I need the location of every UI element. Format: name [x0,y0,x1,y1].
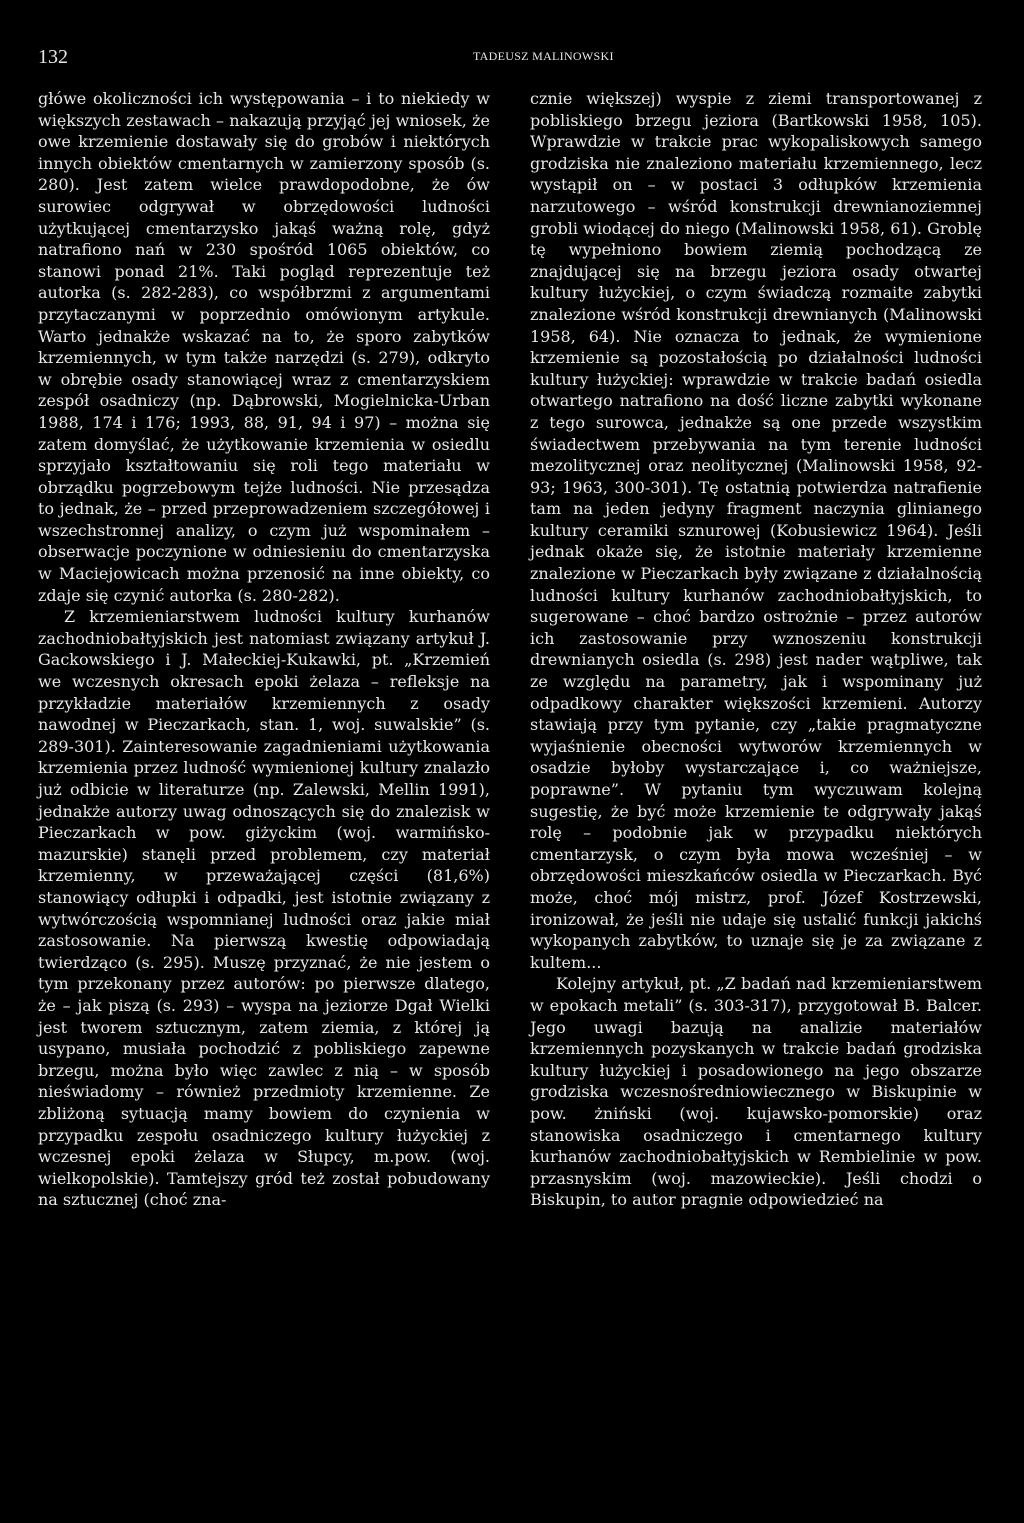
page-header [38,46,986,70]
paragraph: cznie większej) wyspie z ziemi transportowanej z pobliskiego brzegu jeziora (Bartkowski 1958, 105). Wprawdzie w trakcie prac wykopaliskowych samego grodziska nie znaleziono materiału krzemiennego, lecz wystąpił on – w postaci 3 odłupków krzemienia narzutowego – wśród konstrukcji drewnianoziemnej grobli wiodącej do niego (Malinowski 1958, 61). Groblę tę wypełniono bowiem ziemią pochodzącą ze znajdującej się na brzegu jeziora osady otwartej kultury łużyckiej, o czym świadczą rozmaite zabytki znalezione wśród konstrukcji drewnianych (Malinowski 1958, 64). Nie oznacza to jednak, że wymienione krzemienie są pozostałością po działalności ludności kultury łużyckiej: wprawdzie w trakcie badań osiedla otwartego natrafiono na dość liczne zabytki wykonane z tego surowca, jednakże są one przede wszystkim świadectwem przebywania na tym terenie ludności mezolitycznej oraz neolitycznej (Malinowski 1958, 92-93; 1963, 300-301). Tę ostatnią potwierdza natrafienie tam na jeden jedyny fragment naczynia glinianego kultury ceramiki sznurowej (Kobusiewicz 1964). Jeśli jednak okaże się, że istotnie materiały krzemienne znalezione w Pieczarkach były związane z działalnością ludności kultury kurhanów zachodniobałtyjskich, to sugerowane – choć bardzo ostrożnie – przez autorów ich zastosowanie przy wznoszeniu konstrukcji drewnianych osiedla (s. 298) jest nader wątpliwe, tak ze względu na parametry, jak i wspominany już odpadkowy charakter większości krzemieni. Autorzy stawiają przy tym pytanie, czy „takie pragmatyczne wyjaśnienie obecności wytworów krzemiennych w osadzie byłoby wystarczające i, co ważniejsze, poprawne”. W pytaniu tym wyczuwam kolejną sugestię, że być może krzemienie te odgrywały jakąś rolę – podobnie jak w przypadku niektórych cmentarzysk, o czym była mowa wcześniej – w obrzędowości mieszkańców osiedla w Pieczarkach. Być może, choć mój mistrz, prof. Józef Kostrzewski, ironizował, że jeśli nie udaje się ustalić funkcji jakichś wykopanych zabytków, to uznaje się je za związane z kultem... [530,89,982,972]
running-head: TADEUSZ MALINOWSKI [473,49,614,63]
left-column [38,88,490,1211]
paragraph: Z krzemieniarstwem ludności kultury kurhanów zachodniobałtyjskich jest natomiast związany artykuł J. Gackowskiego i J. Małeckiej-Kukawki, pt. „Krzemień we wczesnych okresach epoki żelaza – refleksje na przykładzie materiałów krzemiennych z osady nawodnej w Pieczarkach, stan. 1, woj. suwalskie” (s. 289-301). Zainteresowanie zagadnieniami użytkowania krzemienia przez ludność wymienionej kultury znalazło już odbicie w literaturze (np. Zalewski, Mellin 1991), jednakże autorzy uwag odnoszących się do znalezisk w Pieczarkach w pow. giżyckim (woj. warmińsko-mazurskie) stanęli przed problemem, czy materiał krzemienny, w przeważającej części (81,6%) stanowiący odłupki i odpadki, jest istotnie związany z wytwórczością wspomnianej ludności oraz jakie miał zastosowanie. Na pierwszą kwestię odpowiadają twierdząco (s. 295). Muszę przyznać, że nie jestem o tym przekonany przez autorów: po pierwsze dlatego, że – jak piszą (s. 293) – wyspa na jeziorze Dgał Wielki jest tworem sztucznym, zatem ziemia, z której ją usypano, musiała pochodzić z pobliskiego zapewne brzegu, można było więc zawlec z nią – w sposób nieświadomy – również przedmioty krzemienne. Ze zbliżoną sytuacją mamy bowiem do czynienia w przypadku zespołu osadniczego kultury łużyckiej z wczesnej epoki żelaza w Słupcy, m.pow. (woj. wielkopolskie). Tamtejszy gród też został pobudowany na sztucznej (choć zna- [38,607,490,1210]
paragraph: Kolejny artykuł, pt. „Z badań nad krzemieniarstwem w epokach metali” (s. 303-317), przygotował B. Balcer. Jego uwagi bazują na analizie materiałów krzemiennych pozyskanych w trakcie badań grodziska kultury łużyckiej i posadowionego na jego obszarze grodziska wczesnośredniowiecznego w Biskupinie w pow. żniński (woj. kujawsko-pomorskie) oraz stanowiska osadniczego i cmentarnego kultury kurhanów zachodniobałtyjskich w Rembielinie w pow. przasnyskim (woj. mazowieckie). Jeśli chodzi o Biskupin, to autor pragnie odpowiedzieć na [530,974,982,1210]
paragraph: główe okoliczności ich występowania – i to niekiedy w większych zestawach – nakazują przyjąć jej wniosek, że owe krzemienie dostawały się do grobów i niektórych innych obiektów cmentarnych w zamierzony sposób (s. 280). Jest zatem wielce prawdopodobne, że ów surowiec odgrywał w obrzędowości ludności użytkującej cmentarzysko jakąś ważną rolę, gdyż natrafiono nań w 230 spośród 1065 obiektów, co stanowi ponad 21%. Taki pogląd reprezentuje też autorka (s. 282-283), co współbrzmi z argumentami przytaczanymi w poprzednio omówionym artykule. Warto jednakże wskazać na to, że sporo zabytków krzemiennych, w tym także narzędzi (s. 279), odkryto w obrębie osady stanowiącej wraz z cmentarzyskiem zespół osadniczy (np. Dąbrowski, Mogielnicka-Urban 1988, 174 i 176; 1993, 88, 91, 94 i 97) – można się zatem domyślać, że użytkowanie krzemienia w osiedlu sprzyjało kształtowaniu się roli tego materiału w obrządku pogrzebowym tejże ludności. Nie przesądza to jednak, że – przed przeprowadzeniem szczegółowej i wszechstronnej analizy, o czym już wspominałem – obserwacje poczynione w odniesieniu do cmentarzyska w Maciejowicach można przenosić na inne obiekty, co zdaje się czynić autorka (s. 280-282). [38,89,490,605]
page-number: 132 [38,46,68,68]
right-column [530,88,982,1211]
